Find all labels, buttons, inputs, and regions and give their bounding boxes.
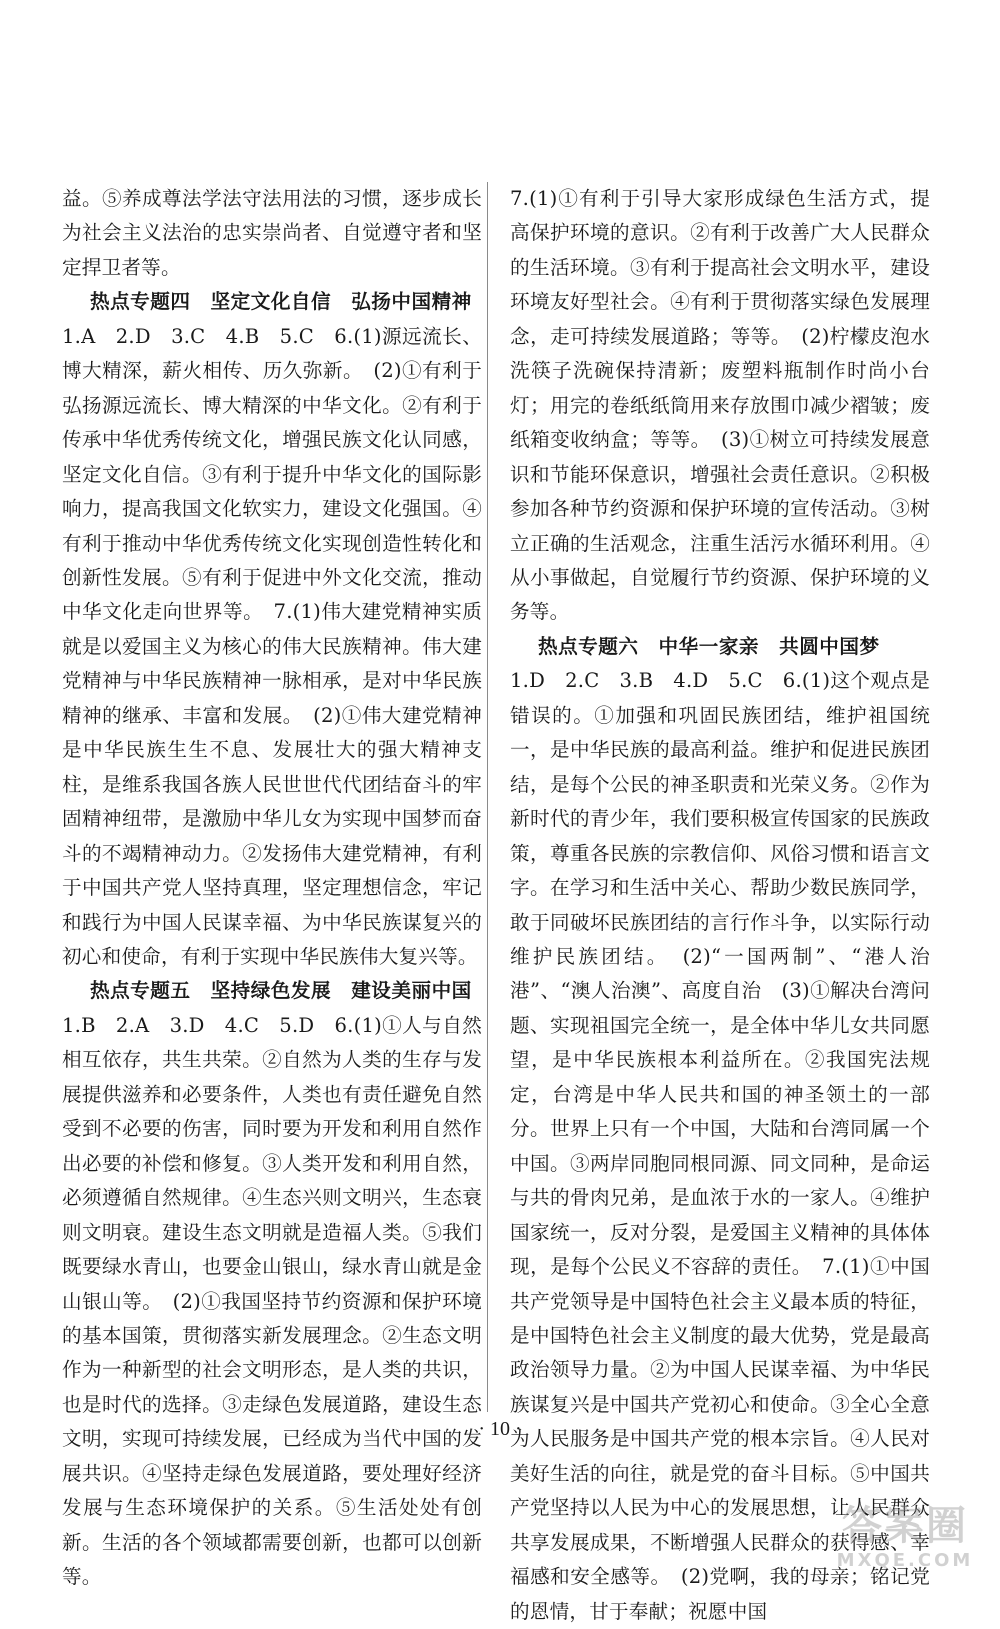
watermark-logo-text: 答案圈 <box>842 1503 968 1549</box>
page-number: · 10 · <box>478 1418 522 1440</box>
paragraph-topic6-answers: 1.D 2.C 3.B 4.D 5.C 6.(1)这个观点是错误的。①加强和巩固民族团结，维护祖国统一，是中华民族的最高利益。维护和促进民族团结，是每个公民的神圣职责和光荣义务。②作为新时代的青少年，我们要积极宣传国家的民族政策，尊重各民族的宗教信仰、风俗习惯和语言文字。在学习和生活中关心、帮助少数民族同学，敢于同破坏民族团结的言行作斗争，以实际行动维护民族团结。 (2)“一国两制”、“港人治港”、“澳人治澳”、高度自治 (3)①解决台湾问题、实现祖国完全统一，是全体中华儿女共同愿望，是中华民族根本利益所在。②我国宪法规定，台湾是中华人民共和国的神圣领土的一部分。世界上只有一个中国，大陆和台湾同属一个中国。③两岸同胞同根同源、同文同种，是命运与共的骨肉兄弟，是血浓于水的一家人。④维护国家统一，反对分裂，是爱国主义精神的具体体现，是每个公民义不容辞的责任。 7.(1)①中国共产党领导是中国特色社会主义最本质的特征，是中国特色社会主义制度的最大优势，党是最高政治领导力量。②为中国人民谋幸福、为中华民族谋复兴是中国共产党初心和使命。③全心全意为人民服务是中国共产党的根本宗旨。④人民对美好生活的向往，就是党的奋斗目标。⑤中国共产党坚持以人民为中心的发展思想，让人民群众共享发展成果，不断增强人民群众的获得感、幸福感和安全感等。 (2)党啊，我的母亲；铭记党的恩情，甘于奉献；祝愿中国 <box>510 669 930 1623</box>
paragraph-topic3-end: 益。⑤养成尊法学法守法用法的习惯，逐步成长为社会主义法治的忠实崇尚者、自觉遵守者和坚定捍卫者等。 <box>62 187 482 279</box>
heading-topic6: 热点专题六 中华一家亲 共圆中国梦 <box>538 634 880 658</box>
heading-topic5: 热点专题五 坚持绿色发展 建设美丽中国 <box>90 979 472 1003</box>
paragraph-topic5-answers: 1.B 2.A 3.D 4.C 5.D 6.(1)①人与自然相互依存，共生共荣。②自然为人类的生存与发展提供滋养和必要条件，人类也有责任避免自然受到不必要的伤害，同时要为开发和利用自然作出必要的补偿和修复。③人类开发和利用自然，必须遵循自然规律。④生态兴则文明兴，生态衰则文明衰。建设生态文明就是造福人类。⑤我们既要绿水青山，也要金山银山，绿水青山就是金山银山等。 (2)①我国坚持节约资源和保护环境的基本国策，贯彻落实新发展理念。②生态文明作为一种新型的社会文明形态，是人类的共识，也是时代的选择。③走绿色发展道路，建设生态文明，实现可持续发展，已经成为当代中国的发展共识。④坚持走绿色发展道路，要处理好经济发展与生态环境保护的关系。⑤生活处处有创新。生活的各个领域都需要创新，也都可以创新等。 <box>62 1013 482 1589</box>
left-column <box>62 182 482 1595</box>
column-divider <box>487 182 488 1412</box>
right-column <box>510 182 930 1629</box>
paragraph-topic4-answers: 1.A 2.D 3.C 4.B 5.C 6.(1)源远流长、博大精深，薪火相传、历久弥新。 (2)①有利于弘扬源远流长、博大精深的中华文化。②有利于传承中华优秀传统文化，增强民族文化认同感，坚定文化自信。③有利于提升中华文化的国际影响力，提高我国文化软实力，建设文化强国。④有利于推动中华优秀传统文化实现创造性转化和创新性发展。⑤有利于促进中外文化交流，推动中华文化走向世界等。 7.(1)伟大建党精神实质就是以爱国主义为核心的伟大民族精神。伟大建党精神与中华民族精神一脉相承，是对中华民族精神的继承、丰富和发展。 (2)①伟大建党精神是中华民族生生不息、发展壮大的强大精神支柱，是维系我国各族人民世世代代团结奋斗的牢固精神纽带，是激励中华儿女为实现中国梦而奋斗的不竭精神动力。②发扬伟大建党精神，有利于中国共产党人坚持真理，坚定理想信念，牢记和践行为中国人民谋幸福、为中华民族谋复兴的初心和使命，有利于实现中华民族伟大复兴等。 <box>62 324 482 968</box>
watermark-logo <box>830 1502 980 1582</box>
paragraph-topic5-q7: 7.(1)①有利于引导大家形成绿色生活方式，提高保护环境的意识。②有利于改善广大人民群众的生活环境。③有利于提高社会文明水平，建设环境友好型社会。④有利于贯彻落实绿色发展理念，走可持续发展道路；等等。 (2)柠檬皮泡水洗筷子洗碗保持清新；废塑料瓶制作时尚小台灯；用完的卷纸纸筒用来存放围巾减少褶皱；废纸箱变收纳盒；等等。 (3)①树立可持续发展意识和节能环保意识，增强社会责任意识。②积极参加各种节约资源和保护环境的宣传活动。③树立正确的生活观念，注重生活污水循环利用。④从小事做起，自觉履行节约资源、保护环境的义务等。 <box>510 187 930 624</box>
heading-topic4: 热点专题四 坚定文化自信 弘扬中国精神 <box>90 290 472 314</box>
watermark-url: MXQE.COM <box>836 1550 974 1571</box>
